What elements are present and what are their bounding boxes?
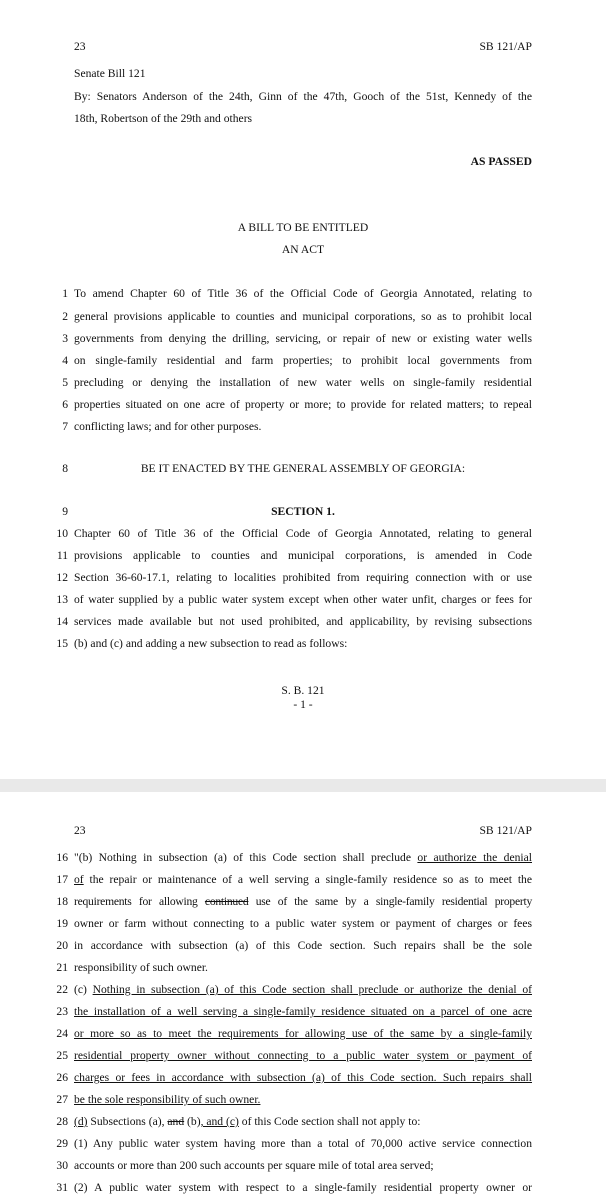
line-number: 4 [62,354,68,367]
text-line: in accordance with subsection (a) of this Code section. Such repairs shall be the sole [74,939,532,952]
page-footer-number: - 1 - [293,698,313,711]
page-header-right: SB 121/AP [479,40,532,53]
text-line: accounts or more than 200 such accounts per square mile of total area served; [74,1159,434,1172]
line-number: 17 [56,873,68,886]
line-number: 29 [56,1137,68,1150]
inserted-text-line: residential property owner without connecting to a public water system or payment of [74,1049,532,1062]
line-number: 22 [56,983,68,996]
deleted-text: continued [204,895,249,908]
inserted-text: of [74,873,84,886]
passage-status: AS PASSED [470,155,532,168]
inserted-text: or authorize the denial [417,851,532,864]
enacting-clause: BE IT ENACTED BY THE GENERAL ASSEMBLY OF GEORGIA: [140,462,466,475]
line-number: 27 [56,1093,68,1106]
text-run: of this Code section shall not apply to: [238,1115,421,1128]
line-number: 19 [56,917,68,930]
line-number: 7 [62,420,68,433]
line-number: 12 [56,571,68,584]
line-number: 9 [62,505,68,518]
text-line: precluding or denying the installation of new water wells on single-family residential [74,376,532,389]
text-line: (1) Any public water system having more than a total of 70,000 active service connection [74,1137,532,1150]
line-number: 15 [56,637,68,650]
line-number: 1 [62,287,68,300]
text-line: Chapter 60 of Title 36 of the Official Code of Georgia Annotated, relating to general [74,527,532,540]
sponsors-line-2: 18th, Robertson of the 29th and others [74,112,253,125]
text-line: (2) A public water system with respect to a single-family residential property owner or [74,1181,532,1194]
deleted-text: and [167,1115,185,1128]
line-number: 25 [56,1049,68,1062]
bill-title-line-1: A BILL TO BE ENTITLED [237,221,369,234]
text-line: services made available but not used prohibited, and applicability, by revising subsections [74,615,532,628]
inserted-text-line: be the sole responsibility of such owner. [74,1093,261,1106]
sponsors-line-1: By: Senators Anderson of the 24th, Ginn of the 47th, Gooch of the 51st, Kennedy of the [74,90,532,103]
text-run: Subsections (a), [87,1115,168,1128]
line-number: 20 [56,939,68,952]
inserted-text: Nothing in subsection (a) of this Code section shall preclude or authorize the denial of [92,983,532,996]
page-footer-bill: S. B. 121 [281,684,325,697]
text-line [74,851,532,864]
line-number: 2 [62,310,68,323]
text-line: Section 36-60-17.1, relating to localities prohibited from requiring connection with or use [74,571,532,584]
line-number: 11 [56,549,68,562]
section-heading: SECTION 1. [271,505,335,518]
line-number: 26 [56,1071,68,1084]
text-run: requirements for allowing [74,895,205,908]
text-line: general provisions applicable to counties and municipal corporations, so as to prohibit local [74,310,532,323]
inserted-text-line: the installation of a well serving a single-family residence situated on a parcel of one acre [74,1005,532,1018]
inserted-text: , and (c) [200,1115,239,1128]
line-number: 21 [56,961,68,974]
text-line: responsibility of such owner. [74,961,208,974]
text-line: owner or farm without connecting to a public water system or payment of charges or fees [74,917,532,930]
page-header-left: 23 [74,40,86,53]
text-run: (b) [184,1115,201,1128]
line-number: 8 [62,462,68,475]
line-number: 3 [62,332,68,345]
document-page-2 [0,792,606,1200]
text-line [74,983,532,996]
text-line: governments from denying the drilling, servicing, or repair of new or existing water wells [74,332,532,345]
inserted-text: (d) [74,1115,88,1128]
text-line: conflicting laws; and for other purposes. [74,420,262,433]
text-line: of water supplied by a public water system except when other water unfit, charges or fees for [74,593,532,606]
line-number: 16 [56,851,68,864]
line-number: 23 [56,1005,68,1018]
text-line: (b) and (c) and adding a new subsection to read as follows: [74,637,348,650]
text-run: use of the same by a single-family residential property [248,895,533,908]
line-number: 10 [56,527,68,540]
line-number: 30 [56,1159,68,1172]
page-header-left: 23 [74,824,86,837]
page-gap [0,779,606,792]
inserted-text-line: charges or fees in accordance with subsection (a) of this Code section. Such repairs shall [74,1071,532,1084]
text-line [74,895,532,908]
line-number: 5 [62,376,68,389]
bill-name: Senate Bill 121 [74,67,146,80]
text-line: provisions applicable to counties and municipal corporations, is amended in Code [74,549,532,562]
line-number: 28 [56,1115,68,1128]
line-number: 24 [56,1027,68,1040]
line-number: 13 [56,593,68,606]
text-line [74,1115,532,1128]
line-number: 31 [56,1181,68,1194]
page-header-right: SB 121/AP [479,824,532,837]
text-line: To amend Chapter 60 of Title 36 of the Official Code of Georgia Annotated, relating to [74,287,532,300]
line-number: 18 [56,895,68,908]
line-number: 14 [56,615,68,628]
text-line [74,873,532,886]
line-number: 6 [62,398,68,411]
inserted-text-line: or more so as to meet the requirements for allowing use of the same by a single-family [74,1027,532,1040]
bill-title-line-2: AN ACT [281,243,325,256]
text-run: "(b) Nothing in subsection (a) of this Code section shall preclude [74,851,418,864]
text-line: on single-family residential and farm properties; to prohibit local governments from [74,354,532,367]
text-line: properties situated on one acre of property or more; to provide for related matters; to repeal [74,398,532,411]
text-run: (c) [74,983,93,996]
text-run: the repair or maintenance of a well serving a single-family residence so as to meet the [83,873,532,886]
